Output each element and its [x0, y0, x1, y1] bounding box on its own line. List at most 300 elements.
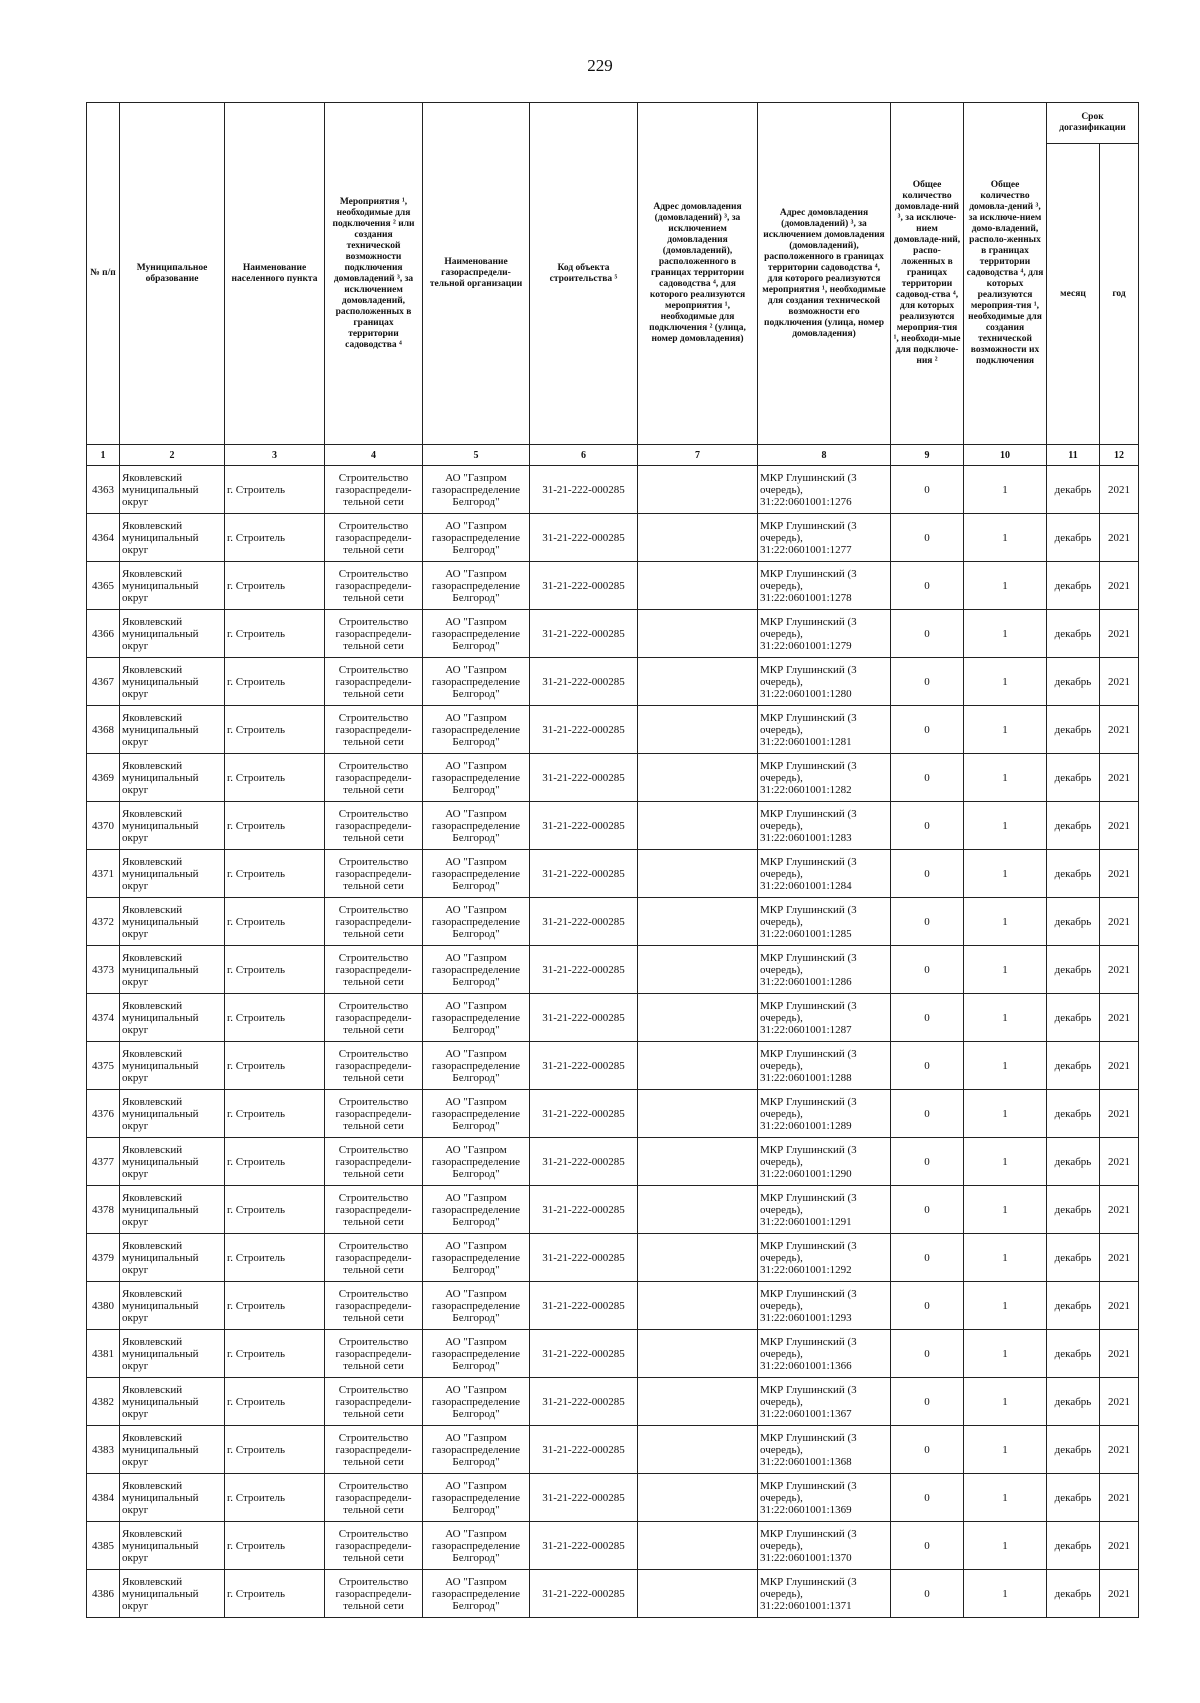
- object-code-cell: 31-21-222-000285: [530, 514, 638, 562]
- row-number: 4379: [87, 1234, 120, 1282]
- settlement-cell: г. Строитель: [225, 562, 325, 610]
- month-cell: декабрь: [1047, 1186, 1100, 1234]
- month-cell: декабрь: [1047, 466, 1100, 514]
- table-row: [87, 1522, 1139, 1570]
- municipality-cell: Яковлевский муниципальный округ: [120, 898, 225, 946]
- gas-organization-cell: АО "Газпром газораспределение Белгород": [423, 754, 530, 802]
- gas-organization-cell: АО "Газпром газораспределение Белгород": [423, 514, 530, 562]
- object-code-cell: 31-21-222-000285: [530, 706, 638, 754]
- settlement-cell: г. Строитель: [225, 658, 325, 706]
- count-connection-cell: 0: [891, 466, 964, 514]
- gas-organization-cell: АО "Газпром газораспределение Белгород": [423, 1474, 530, 1522]
- table-row: [87, 466, 1139, 514]
- municipality-cell: Яковлевский муниципальный округ: [120, 1090, 225, 1138]
- count-capability-cell: 1: [964, 994, 1047, 1042]
- month-cell: декабрь: [1047, 850, 1100, 898]
- table-row: [87, 946, 1139, 994]
- gas-organization-cell: АО "Газпром газораспределение Белгород": [423, 1090, 530, 1138]
- month-cell: декабрь: [1047, 1378, 1100, 1426]
- object-code-cell: 31-21-222-000285: [530, 1234, 638, 1282]
- object-code-cell: 31-21-222-000285: [530, 1474, 638, 1522]
- settlement-cell: г. Строитель: [225, 1378, 325, 1426]
- measures-cell: Строительство газораспредели-тельной сети: [325, 1042, 423, 1090]
- page-number: 229: [587, 56, 613, 75]
- settlement-cell: г. Строитель: [225, 514, 325, 562]
- count-capability-cell: 1: [964, 850, 1047, 898]
- table-row: [87, 706, 1139, 754]
- count-connection-cell: 0: [891, 754, 964, 802]
- object-code-cell: 31-21-222-000285: [530, 946, 638, 994]
- row-number: 4386: [87, 1570, 120, 1618]
- row-number: 4374: [87, 994, 120, 1042]
- year-cell: 2021: [1100, 1378, 1139, 1426]
- address-connection-cell: [638, 1378, 758, 1426]
- year-cell: 2021: [1100, 1522, 1139, 1570]
- object-code-cell: 31-21-222-000285: [530, 898, 638, 946]
- row-number: 4377: [87, 1138, 120, 1186]
- gasification-table: [86, 102, 1139, 1618]
- year-cell: 2021: [1100, 802, 1139, 850]
- count-capability-cell: 1: [964, 1522, 1047, 1570]
- month-cell: декабрь: [1047, 1474, 1100, 1522]
- count-connection-cell: 0: [891, 1234, 964, 1282]
- address-connection-cell: [638, 802, 758, 850]
- settlement-cell: г. Строитель: [225, 1186, 325, 1234]
- address-capability-cell: МКР Глушинский (3 очередь), 31:22:0601001:1289: [758, 1090, 891, 1138]
- gas-organization-cell: АО "Газпром газораспределение Белгород": [423, 1522, 530, 1570]
- year-cell: 2021: [1100, 1042, 1139, 1090]
- count-connection-cell: 0: [891, 1042, 964, 1090]
- gas-organization-cell: АО "Газпром газораспределение Белгород": [423, 1570, 530, 1618]
- row-number: 4384: [87, 1474, 120, 1522]
- count-capability-cell: 1: [964, 1090, 1047, 1138]
- object-code-cell: 31-21-222-000285: [530, 1138, 638, 1186]
- count-connection-cell: 0: [891, 658, 964, 706]
- year-cell: 2021: [1100, 1426, 1139, 1474]
- address-capability-cell: МКР Глушинский (3 очередь), 31:22:0601001:1277: [758, 514, 891, 562]
- table-row: [87, 1378, 1139, 1426]
- table-row: [87, 1138, 1139, 1186]
- address-capability-cell: МКР Глушинский (3 очередь), 31:22:0601001:1281: [758, 706, 891, 754]
- row-number: 4371: [87, 850, 120, 898]
- address-connection-cell: [638, 1330, 758, 1378]
- settlement-cell: г. Строитель: [225, 466, 325, 514]
- table-header: [87, 103, 1139, 466]
- count-capability-cell: 1: [964, 514, 1047, 562]
- header-settlement: Наименование населенного пункта: [225, 103, 325, 445]
- settlement-cell: г. Строитель: [225, 946, 325, 994]
- gas-organization-cell: АО "Газпром газораспределение Белгород": [423, 562, 530, 610]
- year-cell: 2021: [1100, 898, 1139, 946]
- year-cell: 2021: [1100, 466, 1139, 514]
- measures-cell: Строительство газораспредели-тельной сети: [325, 1378, 423, 1426]
- month-cell: декабрь: [1047, 1426, 1100, 1474]
- table-row: [87, 898, 1139, 946]
- count-connection-cell: 0: [891, 1090, 964, 1138]
- municipality-cell: Яковлевский муниципальный округ: [120, 1138, 225, 1186]
- measures-cell: Строительство газораспредели-тельной сети: [325, 1474, 423, 1522]
- object-code-cell: 31-21-222-000285: [530, 1378, 638, 1426]
- address-connection-cell: [638, 1186, 758, 1234]
- address-capability-cell: МКР Глушинский (3 очередь), 31:22:0601001:1286: [758, 946, 891, 994]
- object-code-cell: 31-21-222-000285: [530, 994, 638, 1042]
- measures-cell: Строительство газораспредели-тельной сети: [325, 898, 423, 946]
- settlement-cell: г. Строитель: [225, 1282, 325, 1330]
- address-connection-cell: [638, 466, 758, 514]
- month-cell: декабрь: [1047, 1570, 1100, 1618]
- municipality-cell: Яковлевский муниципальный округ: [120, 1426, 225, 1474]
- count-connection-cell: 0: [891, 514, 964, 562]
- row-number: 4376: [87, 1090, 120, 1138]
- table-row: [87, 1090, 1139, 1138]
- municipality-cell: Яковлевский муниципальный округ: [120, 994, 225, 1042]
- address-connection-cell: [638, 994, 758, 1042]
- gas-organization-cell: АО "Газпром газораспределение Белгород": [423, 1042, 530, 1090]
- row-number: 4373: [87, 946, 120, 994]
- address-capability-cell: МКР Глушинский (3 очередь), 31:22:0601001:1279: [758, 610, 891, 658]
- year-cell: 2021: [1100, 1138, 1139, 1186]
- count-capability-cell: 1: [964, 706, 1047, 754]
- gas-organization-cell: АО "Газпром газораспределение Белгород": [423, 1186, 530, 1234]
- count-connection-cell: 0: [891, 562, 964, 610]
- address-capability-cell: МКР Глушинский (3 очередь), 31:22:0601001:1366: [758, 1330, 891, 1378]
- municipality-cell: Яковлевский муниципальный округ: [120, 1234, 225, 1282]
- municipality-cell: Яковлевский муниципальный округ: [120, 754, 225, 802]
- settlement-cell: г. Строитель: [225, 1330, 325, 1378]
- header-address-capability: Адрес домовладения (домовладений) ³, за исключением домовладения (домовладений), расположенного в границах территории садоводства ⁴, для которого реализуются мероприятия ¹, необходимые для создания технической возможности его подключения (улица, номер домовладения): [758, 103, 891, 445]
- month-cell: декабрь: [1047, 802, 1100, 850]
- column-numbers-row: [87, 445, 1139, 466]
- column-number: 1: [87, 445, 120, 466]
- address-connection-cell: [638, 1474, 758, 1522]
- municipality-cell: Яковлевский муниципальный округ: [120, 562, 225, 610]
- gas-organization-cell: АО "Газпром газораспределение Белгород": [423, 850, 530, 898]
- address-connection-cell: [638, 514, 758, 562]
- gas-organization-cell: АО "Газпром газораспределение Белгород": [423, 1138, 530, 1186]
- header-term-group: Срок догазификации: [1047, 103, 1139, 144]
- measures-cell: Строительство газораспредели-тельной сети: [325, 514, 423, 562]
- table-row: [87, 1474, 1139, 1522]
- address-capability-cell: МКР Глушинский (3 очередь), 31:22:0601001:1282: [758, 754, 891, 802]
- address-capability-cell: МКР Глушинский (3 очередь), 31:22:0601001:1287: [758, 994, 891, 1042]
- year-cell: 2021: [1100, 1570, 1139, 1618]
- measures-cell: Строительство газораспредели-тельной сети: [325, 1426, 423, 1474]
- year-cell: 2021: [1100, 562, 1139, 610]
- count-connection-cell: 0: [891, 706, 964, 754]
- municipality-cell: Яковлевский муниципальный округ: [120, 1570, 225, 1618]
- header-gas-organization: Наименование газораспредели-тельной организации: [423, 103, 530, 445]
- object-code-cell: 31-21-222-000285: [530, 850, 638, 898]
- municipality-cell: Яковлевский муниципальный округ: [120, 610, 225, 658]
- municipality-cell: Яковлевский муниципальный округ: [120, 1282, 225, 1330]
- header-address-connection: Адрес домовладения (домовладений) ³, за исключением домовладения (домовладений), расположенного в границах территории садоводства ⁴, для которого реализуются мероприятия ¹, необходимые для подключения ² (улица, номер домовладения): [638, 103, 758, 445]
- column-number: 7: [638, 445, 758, 466]
- measures-cell: Строительство газораспредели-тельной сети: [325, 946, 423, 994]
- count-connection-cell: 0: [891, 946, 964, 994]
- month-cell: декабрь: [1047, 1282, 1100, 1330]
- municipality-cell: Яковлевский муниципальный округ: [120, 1330, 225, 1378]
- object-code-cell: 31-21-222-000285: [530, 562, 638, 610]
- table-row: [87, 802, 1139, 850]
- row-number: 4378: [87, 1186, 120, 1234]
- count-capability-cell: 1: [964, 898, 1047, 946]
- header-municipality: Муниципальное образование: [120, 103, 225, 445]
- month-cell: декабрь: [1047, 1042, 1100, 1090]
- address-connection-cell: [638, 946, 758, 994]
- count-connection-cell: 0: [891, 1378, 964, 1426]
- count-capability-cell: 1: [964, 1330, 1047, 1378]
- row-number: 4385: [87, 1522, 120, 1570]
- table-row: [87, 658, 1139, 706]
- row-number: 4381: [87, 1330, 120, 1378]
- address-capability-cell: МКР Глушинский (3 очередь), 31:22:0601001:1370: [758, 1522, 891, 1570]
- year-cell: 2021: [1100, 610, 1139, 658]
- municipality-cell: Яковлевский муниципальный округ: [120, 466, 225, 514]
- count-connection-cell: 0: [891, 850, 964, 898]
- year-cell: 2021: [1100, 1330, 1139, 1378]
- row-number: 4369: [87, 754, 120, 802]
- gas-organization-cell: АО "Газпром газораспределение Белгород": [423, 1330, 530, 1378]
- municipality-cell: Яковлевский муниципальный округ: [120, 1522, 225, 1570]
- count-capability-cell: 1: [964, 1570, 1047, 1618]
- address-connection-cell: [638, 754, 758, 802]
- address-connection-cell: [638, 1042, 758, 1090]
- row-number: 4375: [87, 1042, 120, 1090]
- year-cell: 2021: [1100, 706, 1139, 754]
- settlement-cell: г. Строитель: [225, 1042, 325, 1090]
- measures-cell: Строительство газораспредели-тельной сети: [325, 562, 423, 610]
- row-number: 4370: [87, 802, 120, 850]
- column-number: 3: [225, 445, 325, 466]
- row-number: 4372: [87, 898, 120, 946]
- settlement-cell: г. Строитель: [225, 754, 325, 802]
- month-cell: декабрь: [1047, 754, 1100, 802]
- count-capability-cell: 1: [964, 466, 1047, 514]
- month-cell: декабрь: [1047, 562, 1100, 610]
- measures-cell: Строительство газораспредели-тельной сети: [325, 1186, 423, 1234]
- municipality-cell: Яковлевский муниципальный округ: [120, 1474, 225, 1522]
- count-capability-cell: 1: [964, 658, 1047, 706]
- address-connection-cell: [638, 610, 758, 658]
- count-capability-cell: 1: [964, 562, 1047, 610]
- header-count-connection: Общее количество домовладе-ний ³, за исключе-нием домовладе-ний, распо-ложенных в границах территории садовод-ства ⁴, для которых реализуются мероприя-тия ¹, необходи-мые для подключе-ния ²: [891, 103, 964, 445]
- header-month: месяц: [1047, 144, 1100, 445]
- row-number: 4365: [87, 562, 120, 610]
- address-capability-cell: МКР Глушинский (3 очередь), 31:22:0601001:1293: [758, 1282, 891, 1330]
- address-capability-cell: МКР Глушинский (3 очередь), 31:22:0601001:1278: [758, 562, 891, 610]
- table-row: [87, 754, 1139, 802]
- column-number: 6: [530, 445, 638, 466]
- row-number: 4382: [87, 1378, 120, 1426]
- table-row: [87, 1186, 1139, 1234]
- object-code-cell: 31-21-222-000285: [530, 1042, 638, 1090]
- count-connection-cell: 0: [891, 1282, 964, 1330]
- column-number: 12: [1100, 445, 1139, 466]
- object-code-cell: 31-21-222-000285: [530, 610, 638, 658]
- year-cell: 2021: [1100, 1090, 1139, 1138]
- table-row: [87, 1426, 1139, 1474]
- month-cell: декабрь: [1047, 514, 1100, 562]
- object-code-cell: 31-21-222-000285: [530, 658, 638, 706]
- measures-cell: Строительство газораспредели-тельной сети: [325, 994, 423, 1042]
- address-connection-cell: [638, 1234, 758, 1282]
- object-code-cell: 31-21-222-000285: [530, 1426, 638, 1474]
- row-number: 4363: [87, 466, 120, 514]
- table-row: [87, 1330, 1139, 1378]
- measures-cell: Строительство газораспредели-тельной сети: [325, 466, 423, 514]
- settlement-cell: г. Строитель: [225, 706, 325, 754]
- settlement-cell: г. Строитель: [225, 1426, 325, 1474]
- year-cell: 2021: [1100, 658, 1139, 706]
- table-row: [87, 994, 1139, 1042]
- year-cell: 2021: [1100, 1234, 1139, 1282]
- count-connection-cell: 0: [891, 610, 964, 658]
- month-cell: декабрь: [1047, 946, 1100, 994]
- municipality-cell: Яковлевский муниципальный округ: [120, 850, 225, 898]
- settlement-cell: г. Строитель: [225, 994, 325, 1042]
- row-number: 4364: [87, 514, 120, 562]
- address-capability-cell: МКР Глушинский (3 очередь), 31:22:0601001:1276: [758, 466, 891, 514]
- table-row: [87, 850, 1139, 898]
- settlement-cell: г. Строитель: [225, 1570, 325, 1618]
- count-connection-cell: 0: [891, 1186, 964, 1234]
- measures-cell: Строительство газораспредели-тельной сети: [325, 1570, 423, 1618]
- object-code-cell: 31-21-222-000285: [530, 1186, 638, 1234]
- address-connection-cell: [638, 706, 758, 754]
- table-row: [87, 562, 1139, 610]
- settlement-cell: г. Строитель: [225, 1522, 325, 1570]
- table-row: [87, 1570, 1139, 1618]
- address-connection-cell: [638, 898, 758, 946]
- measures-cell: Строительство газораспредели-тельной сети: [325, 1234, 423, 1282]
- header-number: № п/п: [87, 103, 120, 445]
- object-code-cell: 31-21-222-000285: [530, 1522, 638, 1570]
- address-connection-cell: [638, 1522, 758, 1570]
- month-cell: декабрь: [1047, 610, 1100, 658]
- row-number: 4367: [87, 658, 120, 706]
- month-cell: декабрь: [1047, 706, 1100, 754]
- year-cell: 2021: [1100, 946, 1139, 994]
- address-capability-cell: МКР Глушинский (3 очередь), 31:22:0601001:1288: [758, 1042, 891, 1090]
- municipality-cell: Яковлевский муниципальный округ: [120, 1042, 225, 1090]
- count-capability-cell: 1: [964, 802, 1047, 850]
- address-capability-cell: МКР Глушинский (3 очередь), 31:22:0601001:1368: [758, 1426, 891, 1474]
- count-capability-cell: 1: [964, 946, 1047, 994]
- column-number: 8: [758, 445, 891, 466]
- measures-cell: Строительство газораспредели-тельной сети: [325, 754, 423, 802]
- count-connection-cell: 0: [891, 1426, 964, 1474]
- header-object-code: Код объекта строительства ⁵: [530, 103, 638, 445]
- gas-organization-cell: АО "Газпром газораспределение Белгород": [423, 898, 530, 946]
- address-connection-cell: [638, 850, 758, 898]
- gas-organization-cell: АО "Газпром газораспределение Белгород": [423, 1378, 530, 1426]
- table-row: [87, 610, 1139, 658]
- month-cell: декабрь: [1047, 1330, 1100, 1378]
- settlement-cell: г. Строитель: [225, 1090, 325, 1138]
- table-row: [87, 1234, 1139, 1282]
- gas-organization-cell: АО "Газпром газораспределение Белгород": [423, 946, 530, 994]
- column-number: 4: [325, 445, 423, 466]
- measures-cell: Строительство газораспредели-тельной сети: [325, 1522, 423, 1570]
- settlement-cell: г. Строитель: [225, 1474, 325, 1522]
- municipality-cell: Яковлевский муниципальный округ: [120, 946, 225, 994]
- object-code-cell: 31-21-222-000285: [530, 754, 638, 802]
- gas-organization-cell: АО "Газпром газораспределение Белгород": [423, 1426, 530, 1474]
- count-capability-cell: 1: [964, 1474, 1047, 1522]
- address-capability-cell: МКР Глушинский (3 очередь), 31:22:0601001:1285: [758, 898, 891, 946]
- column-number: 9: [891, 445, 964, 466]
- gas-organization-cell: АО "Газпром газораспределение Белгород": [423, 802, 530, 850]
- count-capability-cell: 1: [964, 1378, 1047, 1426]
- object-code-cell: 31-21-222-000285: [530, 1090, 638, 1138]
- measures-cell: Строительство газораспредели-тельной сети: [325, 706, 423, 754]
- count-connection-cell: 0: [891, 994, 964, 1042]
- address-connection-cell: [638, 1138, 758, 1186]
- count-capability-cell: 1: [964, 1186, 1047, 1234]
- measures-cell: Строительство газораспредели-тельной сети: [325, 1282, 423, 1330]
- table-row: [87, 1042, 1139, 1090]
- year-cell: 2021: [1100, 1282, 1139, 1330]
- count-connection-cell: 0: [891, 1330, 964, 1378]
- address-capability-cell: МКР Глушинский (3 очередь), 31:22:0601001:1367: [758, 1378, 891, 1426]
- year-cell: 2021: [1100, 1186, 1139, 1234]
- month-cell: декабрь: [1047, 994, 1100, 1042]
- table-row: [87, 1282, 1139, 1330]
- object-code-cell: 31-21-222-000285: [530, 1570, 638, 1618]
- row-number: 4380: [87, 1282, 120, 1330]
- address-capability-cell: МКР Глушинский (3 очередь), 31:22:0601001:1369: [758, 1474, 891, 1522]
- measures-cell: Строительство газораспредели-тельной сети: [325, 850, 423, 898]
- count-connection-cell: 0: [891, 1570, 964, 1618]
- header-year: год: [1100, 144, 1139, 445]
- municipality-cell: Яковлевский муниципальный округ: [120, 514, 225, 562]
- address-capability-cell: МКР Глушинский (3 очередь), 31:22:0601001:1292: [758, 1234, 891, 1282]
- municipality-cell: Яковлевский муниципальный округ: [120, 1378, 225, 1426]
- column-number: 2: [120, 445, 225, 466]
- year-cell: 2021: [1100, 754, 1139, 802]
- row-number: 4383: [87, 1426, 120, 1474]
- year-cell: 2021: [1100, 850, 1139, 898]
- address-capability-cell: МКР Глушинский (3 очередь), 31:22:0601001:1371: [758, 1570, 891, 1618]
- address-capability-cell: МКР Глушинский (3 очередь), 31:22:0601001:1291: [758, 1186, 891, 1234]
- measures-cell: Строительство газораспредели-тельной сети: [325, 658, 423, 706]
- settlement-cell: г. Строитель: [225, 1234, 325, 1282]
- count-capability-cell: 1: [964, 754, 1047, 802]
- measures-cell: Строительство газораспредели-тельной сети: [325, 610, 423, 658]
- year-cell: 2021: [1100, 994, 1139, 1042]
- header-count-capability: Общее количество домовла-дений ³, за исключе-нием домо-владений, располо-женных в границах территории садоводства ⁴, для которых реализуются мероприя-тия ¹, необходимые для создания технической возможности их подключения: [964, 103, 1047, 445]
- count-capability-cell: 1: [964, 1234, 1047, 1282]
- settlement-cell: г. Строитель: [225, 898, 325, 946]
- table-body: [87, 466, 1139, 1618]
- address-connection-cell: [638, 1570, 758, 1618]
- gas-organization-cell: АО "Газпром газораспределение Белгород": [423, 658, 530, 706]
- gas-organization-cell: АО "Газпром газораспределение Белгород": [423, 994, 530, 1042]
- count-connection-cell: 0: [891, 898, 964, 946]
- settlement-cell: г. Строитель: [225, 610, 325, 658]
- municipality-cell: Яковлевский муниципальный округ: [120, 658, 225, 706]
- address-connection-cell: [638, 658, 758, 706]
- object-code-cell: 31-21-222-000285: [530, 466, 638, 514]
- measures-cell: Строительство газораспредели-тельной сети: [325, 1090, 423, 1138]
- address-connection-cell: [638, 1282, 758, 1330]
- month-cell: декабрь: [1047, 898, 1100, 946]
- row-number: 4368: [87, 706, 120, 754]
- municipality-cell: Яковлевский муниципальный округ: [120, 802, 225, 850]
- count-capability-cell: 1: [964, 610, 1047, 658]
- address-connection-cell: [638, 1426, 758, 1474]
- month-cell: декабрь: [1047, 658, 1100, 706]
